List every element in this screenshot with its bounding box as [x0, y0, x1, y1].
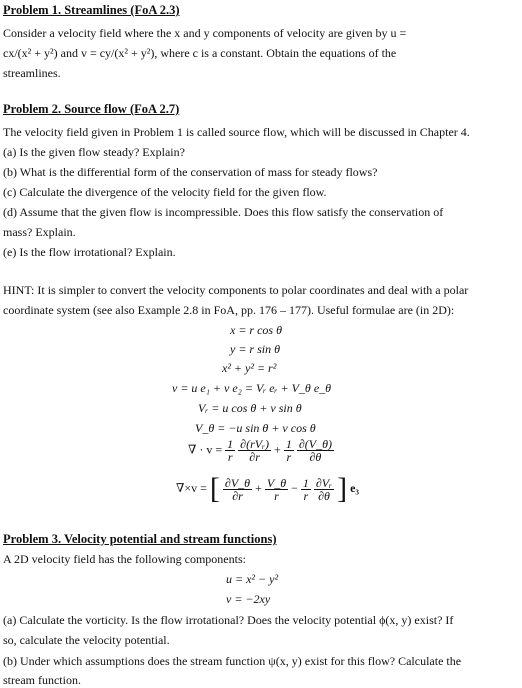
problem2-item-a: (a) Is the given flow steady? Explain? [3, 145, 185, 159]
problem1-line: Consider a velocity field where the x and y components of velocity are given by u = [3, 26, 407, 40]
minus-sign: − [291, 480, 298, 495]
formula-x: x = r cos θ [230, 323, 282, 337]
problem1-heading: Problem 1. Streamlines (FoA 2.3) [3, 3, 180, 17]
fraction: $\frac{1}{r}$ [302, 475, 309, 503]
problem2-item-d: (d) Assume that the given flow is incompressible. Does this flow satisfy the conservation of [3, 205, 444, 219]
problem2-intro: The velocity field given in Problem 1 is called source flow, which will be discussed in Chapter 4. [3, 125, 470, 139]
fraction: $\frac{V\_\theta}{r}$ [266, 475, 287, 503]
formula-vtheta: V_θ = −u sin θ + v cos θ [195, 421, 316, 435]
fraction: $\frac{\partial(V\_\theta)}{\partial\theta}$ [298, 437, 332, 464]
problem2-item-d-cont: mass? Explain. [3, 225, 76, 239]
left-bracket: [ [209, 472, 220, 505]
fraction: $\frac{\text{∂(rVᵣ)}}{\partial r}$ [240, 437, 270, 464]
problem2-item-b: (b) What is the differential form of the conservation of mass for steady flows? [3, 165, 378, 179]
formula-vr: Vᵣ = u cos θ + v sin θ [198, 401, 302, 415]
curl-unit-vector: e₃ [350, 480, 360, 495]
problem3-heading: Problem 3. Velocity potential and stream functions) [3, 532, 277, 546]
problem3-intro: A 2D velocity field has the following components: [3, 552, 246, 566]
hint-line: coordinate system (see also Example 2.8 in FoA, pp. 176 – 177). Useful formulae are (in 2D): [3, 303, 455, 317]
divergence-lhs: ∇ · v = [188, 442, 223, 457]
problem2-item-e: (e) Is the flow irrotational? Explain. [3, 245, 176, 259]
formula-v: v = −2xy [226, 592, 271, 606]
formula-divergence [188, 438, 334, 463]
hint-line: HINT: It is simpler to convert the velocity components to polar coordinates and deal with a polar [3, 283, 469, 297]
problem3-item-a: (a) Calculate the vorticity. Is the flow irrotational? Does the velocity potential ϕ(x, y) exist? If [3, 613, 454, 627]
problem2-item-c: (c) Calculate the divergence of the velocity field for the given flow. [3, 185, 327, 199]
right-bracket: ] [337, 472, 348, 505]
problem3-item-a-cont: so, calculate the velocity potential. [3, 633, 170, 647]
problem1-line: cx/(x² + y²) and v = cy/(x² + y²), where c is a constant. Obtain the equations of the [3, 46, 397, 60]
problem3-item-b-cont: stream function. [3, 673, 81, 687]
formula-velocity-vector: v = u e₁ + v e₂ = Vᵣ eᵣ + V_θ e_θ [172, 381, 332, 395]
fraction: $\frac{1}{r}$ [285, 437, 292, 464]
fraction: $\frac{\partial V\_\theta}{\partial r}$ [224, 475, 251, 503]
problem2-heading: Problem 2. Source flow (FoA 2.7) [3, 102, 180, 116]
curl-lhs: ∇×v = [176, 480, 207, 495]
formula-r2: x² + y² = r² [222, 361, 277, 375]
formula-curl [176, 474, 359, 504]
plus-sign: + [255, 480, 262, 495]
formula-y: y = r sin θ [230, 342, 280, 356]
formula-u: u = x² − y² [226, 572, 279, 586]
problem1-line: streamlines. [3, 66, 61, 80]
problem3-item-b: (b) Under which assumptions does the stream function ψ(x, y) exist for this flow? Calculate the [3, 654, 462, 668]
fraction: $\frac{1}{r}$ [227, 437, 234, 464]
plus-sign: + [274, 442, 281, 457]
fraction: $\frac{\text{∂Vᵣ}}{\partial\theta}$ [315, 475, 333, 503]
